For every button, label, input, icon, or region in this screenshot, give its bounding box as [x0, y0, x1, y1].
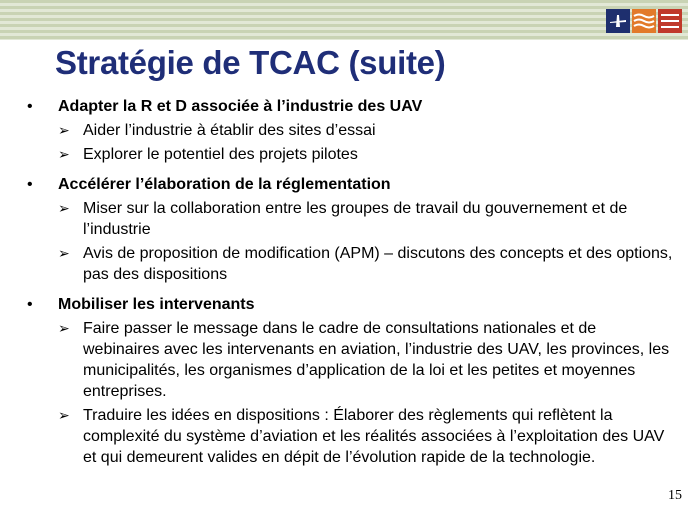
- arrow-bullet-icon: ➢: [58, 200, 70, 216]
- orange-waves-logo-icon: [632, 9, 656, 33]
- bullet-icon: •: [27, 296, 33, 313]
- red-stripes-logo-icon: [658, 9, 682, 33]
- section-heading: Adapter la R et D associée à l’industrie des UAV: [58, 98, 423, 115]
- list-item: ➢ Explorer le potentiel des projets pilotes: [58, 146, 358, 163]
- slide-content: [24, 96, 674, 477]
- section-mobiliser: [24, 294, 674, 468]
- page-number: 15: [668, 488, 682, 503]
- section-adapter: [24, 96, 674, 165]
- section-heading: Mobiliser les intervenants: [58, 296, 255, 313]
- list-item: ➢ Faire passer le message dans le cadre de consultations nationales et de webinaires avec les intervenants en aviation, l’industrie des UAV, les provinces, les municipalités, les organismes d’application de la loi et les petites et moyennes entreprises.: [58, 320, 670, 400]
- header-band: [0, 0, 688, 40]
- section-accelerer: [24, 174, 674, 285]
- slide-title: Stratégie de TCAC (suite): [55, 44, 446, 81]
- bullet-icon: •: [27, 176, 33, 193]
- arrow-bullet-icon: ➢: [58, 146, 70, 162]
- arrow-bullet-icon: ➢: [58, 122, 70, 138]
- list-item: ➢ Traduire les idées en dispositions : Élaborer des règlements qui reflètent la complexité du système d’aviation et les réalités associées à l’exploitation des UAV et qui demeurent valides en dépit de l’évolution rapide de la technologie.: [58, 407, 665, 466]
- list-item: ➢ Miser sur la collaboration entre les groupes de travail du gouvernement et de l’industrie: [58, 200, 628, 238]
- arrow-bullet-icon: ➢: [58, 407, 70, 423]
- list-item: ➢ Avis de proposition de modification (APM) – discutons des concepts et des options, pas des dispositions: [58, 245, 673, 283]
- list-item: ➢ Aider l’industrie à établir des sites d’essai: [58, 122, 376, 139]
- section-heading: Accélérer l’élaboration de la réglementation: [58, 176, 391, 193]
- logo-group: [606, 9, 682, 33]
- arrow-bullet-icon: ➢: [58, 245, 70, 261]
- arrow-bullet-icon: ➢: [58, 320, 70, 336]
- bullet-icon: •: [27, 98, 33, 115]
- aircraft-logo-icon: [606, 9, 630, 33]
